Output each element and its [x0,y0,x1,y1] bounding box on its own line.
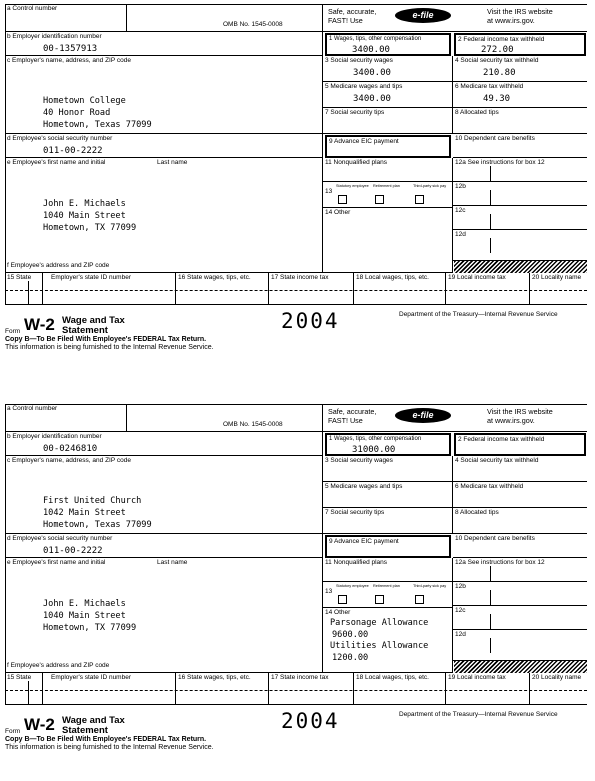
box-11 [323,558,453,582]
field-text: 12d [455,231,466,238]
field-text: 1 Wages, tips, other compensation [329,436,422,442]
box-3 [323,56,453,82]
field-text: 1040 Main Street [43,211,126,221]
box-8 [453,108,587,134]
ein-box [5,432,323,456]
field-text: Copy B—To Be Filed With Employee's FEDERAL Tax Return. [5,336,207,343]
box-1 [325,433,451,456]
retirement-plan-checkbox[interactable] [375,195,384,204]
employee-address [43,598,136,634]
form-line [490,614,491,629]
box-13 [323,582,453,608]
box-20 [530,673,587,705]
field-text: 12b [455,183,466,190]
box-9 [325,135,451,158]
employer-address [43,495,152,531]
form-line [28,681,29,705]
box-1 [325,33,451,56]
field-text: 1040 Main Street [43,611,126,621]
box-2 [454,433,586,456]
tax-year: 2004 [281,309,340,333]
field-text: 2 Federal income tax withheld [458,36,545,43]
form-footer [5,305,587,355]
field-text: c Employer's name, address, and ZIP code [7,57,131,64]
field-text: Wage and Tax [62,315,125,326]
field-text: This information is being furnished to the Internal Revenue Service. [5,744,214,751]
form-title [62,716,125,736]
field-text: 3 Social security wages [325,457,393,464]
field-text: 2 Federal income tax withheld [458,436,545,443]
field-text: 18 Local wages, tips, etc. [356,674,429,681]
efile-box [323,4,587,32]
field-text: Safe, accurate, [328,407,377,416]
field-text: Copy B—To Be Filed With Employee's FEDERAL Tax Return. [5,736,207,743]
form-line [490,238,491,253]
field-text: Hometown, Texas 77099 [43,120,152,130]
field-text: 18 Local wages, tips, etc. [356,274,429,281]
box-13 [323,182,453,208]
form-footer [5,705,587,755]
form-line [490,566,491,581]
field-text: 14 Other [325,609,351,616]
field-text: 19 Local income tax [448,274,506,281]
box-10 [453,134,587,158]
state-row-divider [5,290,587,291]
field-text: 9 Advance EIC payment [329,138,399,145]
box-3 [323,456,453,482]
field-text: 5 Medicare wages and tips [325,483,403,490]
field-text: Third-party sick pay [413,584,447,588]
field-text: 17 State income tax [271,674,329,681]
field-text: 8 Allocated tips [455,109,499,116]
ssn-box [5,134,323,158]
box-15-state [5,273,43,305]
ein-value: 00-1357913 [43,44,98,54]
field-text: 3400.00 [353,68,391,78]
field-text: 4 Social security tax withheld [455,57,539,64]
statutory-employee-checkbox[interactable] [338,195,347,204]
safe-text [328,7,376,25]
field-text: 20 Locality name [532,274,582,281]
box1-value: 31000.00 [352,445,396,455]
box-19 [446,273,530,305]
control-number-box [5,4,127,32]
field-text: First United Church [43,496,142,506]
omb-number: OMB No. 1545-0008 [223,21,283,28]
employer-address-box [5,56,323,134]
statutory-employee-checkbox[interactable] [338,595,347,604]
field-text: Employer's state ID number [51,274,131,281]
copy-instructions [5,336,214,352]
field-text: Last name [157,159,188,166]
field-text: 1200.00 [332,652,369,663]
box-2 [454,33,586,56]
box-12b [453,582,587,606]
state-id-box [43,273,176,305]
field-text: This information is being furnished to the Internal Revenue Service. [5,344,214,351]
form-line [490,214,491,229]
form-line [490,190,491,205]
safe-text [328,407,376,425]
box-17 [269,673,354,705]
box-16 [176,273,269,305]
field-text: Safe, accurate, [328,7,377,16]
form-line [490,590,491,605]
box1-value: 3400.00 [352,45,390,55]
box-5 [323,82,453,108]
field-text: 7 Social security tips [325,109,385,116]
field-text: 12c [455,607,466,614]
field-text: Statement [62,325,108,336]
field-text: 9600.00 [332,629,369,640]
control-number-box [5,404,127,432]
form-line [28,281,29,305]
field-text: 15 State [7,274,32,281]
field-text: 13 [325,588,333,595]
box-7 [323,108,453,134]
control-number-label: a Control number [7,5,58,12]
box-11 [323,158,453,182]
box-9 [325,535,451,558]
field-text: FAST! Use [328,416,363,425]
field-text: 17 State income tax [271,274,329,281]
box-10 [453,534,587,558]
field-text: d Employee's social security number [7,535,113,542]
field-text: 3400.00 [353,94,391,104]
ein-box [5,32,323,56]
field-text: 12a See instructions for box 12 [455,159,545,166]
field-text: at www.irs.gov. [487,416,535,425]
box-14 [323,608,453,673]
field-text: 1 Wages, tips, other compensation [329,36,422,42]
field-text: 6 Medicare tax withheld [455,83,524,90]
third-party-sick-pay-checkbox[interactable] [415,595,424,604]
omb-box [127,4,323,32]
field-text: f Employee's address and ZIP code [7,662,110,669]
omb-box [127,404,323,432]
field-text: 12a See instructions for box 12 [455,559,545,566]
box2-value: 272.00 [481,45,514,55]
field-text: Statutory employee [336,184,369,188]
box-16 [176,673,269,705]
field-text: Employer's state ID number [51,674,131,681]
field-text: 8 Allocated tips [455,509,499,516]
department-text: Department of the Treasury—Internal Revenue Service [399,311,558,318]
box-4 [453,56,587,82]
efile-box [323,404,587,432]
field-text: Statement [62,725,108,736]
form-title [62,316,125,336]
field-text: Utilities Allowance [330,641,429,651]
field-text: 4 Social security tax withheld [455,457,539,464]
field-text: 6 Medicare tax withheld [455,483,524,490]
field-text: b Employer identification number [7,433,102,440]
box-12c [453,606,587,630]
field-text: Hometown, TX 77099 [43,223,137,233]
field-text: 11 Nonqualified plans [325,559,388,566]
employer-address [43,95,152,131]
irs-website-text [487,407,553,425]
box-7 [323,508,453,534]
field-text: Retirement plan [373,184,400,188]
field-text: 7 Social security tips [325,509,385,516]
box-14 [323,208,453,273]
box-18 [354,673,446,705]
field-text: e Employee's first name and initial [7,559,106,566]
field-text: d Employee's social security number [7,135,113,142]
box-12d [453,630,587,661]
field-text: Hometown College [43,96,126,106]
field-text: Wage and Tax [62,715,125,726]
state-row-divider [5,690,587,691]
form-line [490,166,491,181]
box-15-state [5,673,43,705]
box-18 [354,273,446,305]
box-4 [453,456,587,482]
control-number-label: a Control number [7,405,58,412]
tax-year: 2004 [281,709,340,733]
field-text: Last name [157,559,188,566]
omb-number: OMB No. 1545-0008 [223,421,283,428]
field-text: Form [5,728,21,735]
field-text: 40 Honor Road [43,108,111,118]
form-w2-title: W-2 [24,315,55,334]
field-text: f Employee's address and ZIP code [7,262,110,269]
field-text: 20 Locality name [532,674,582,681]
efile-logo: e-file [395,408,451,423]
retirement-plan-checkbox[interactable] [375,595,384,604]
box-17 [269,273,354,305]
copy-instructions [5,736,214,752]
field-text: FAST! Use [328,16,363,25]
box-12a [453,558,587,582]
field-text: 12d [455,631,466,638]
field-text: 10 Dependent care benefits [455,535,535,542]
field-text: 1042 Main Street [43,508,126,518]
field-text: at www.irs.gov. [487,16,535,25]
field-text: 14 Other [325,209,351,216]
field-text: b Employer identification number [7,33,102,40]
field-text: Retirement plan [373,584,400,588]
employee-box [5,158,323,273]
field-text: 16 State wages, tips, etc. [178,274,251,281]
ssn-box [5,534,323,558]
field-text: c Employer's name, address, and ZIP code [7,457,131,464]
third-party-sick-pay-checkbox[interactable] [415,195,424,204]
box-19 [446,673,530,705]
field-text: Third-party sick pay [413,184,447,188]
box-12d [453,230,587,261]
box-5 [323,482,453,508]
shaded-area [454,661,587,673]
box-6 [453,482,587,508]
box-12a [453,158,587,182]
field-text: 3 Social security wages [325,57,393,64]
box14-entries [330,618,428,664]
department-text: Department of the Treasury—Internal Revenue Service [399,711,558,718]
field-text: Hometown, Texas 77099 [43,520,152,530]
box-6 [453,82,587,108]
field-text: 15 State [7,674,32,681]
box-12c [453,206,587,230]
box-8 [453,508,587,534]
field-text: 12c [455,207,466,214]
field-text: 11 Nonqualified plans [325,159,388,166]
field-text: Visit the IRS website [487,7,553,16]
field-text: 210.80 [483,68,516,78]
ein-value: 00-0246810 [43,444,98,454]
field-text: e Employee's first name and initial [7,159,106,166]
employee-address [43,198,136,234]
field-text: John E. Michaels [43,199,126,209]
irs-website-text [487,7,553,25]
shaded-area [454,261,587,273]
form-line [490,638,491,653]
form-w2-title: W-2 [24,715,55,734]
employer-address-box [5,456,323,534]
field-text: Visit the IRS website [487,407,553,416]
ssn-value: 011-00-2222 [43,146,103,156]
box-20 [530,273,587,305]
field-text: 10 Dependent care benefits [455,135,535,142]
field-text: 16 State wages, tips, etc. [178,674,251,681]
field-text: 5 Medicare wages and tips [325,83,403,90]
field-text: Parsonage Allowance [330,618,429,628]
field-text: 19 Local income tax [448,674,506,681]
field-text: John E. Michaels [43,599,126,609]
field-text: 9 Advance EIC payment [329,538,399,545]
field-text: Statutory employee [336,584,369,588]
field-text: Form [5,328,21,335]
efile-logo: e-file [395,8,451,23]
field-text: 49.30 [483,94,511,104]
field-text: 13 [325,188,333,195]
box-12b [453,182,587,206]
field-text: Hometown, TX 77099 [43,623,137,633]
field-text: 12b [455,583,466,590]
ssn-value: 011-00-2222 [43,546,103,556]
employee-box [5,558,323,673]
state-id-box [43,673,176,705]
